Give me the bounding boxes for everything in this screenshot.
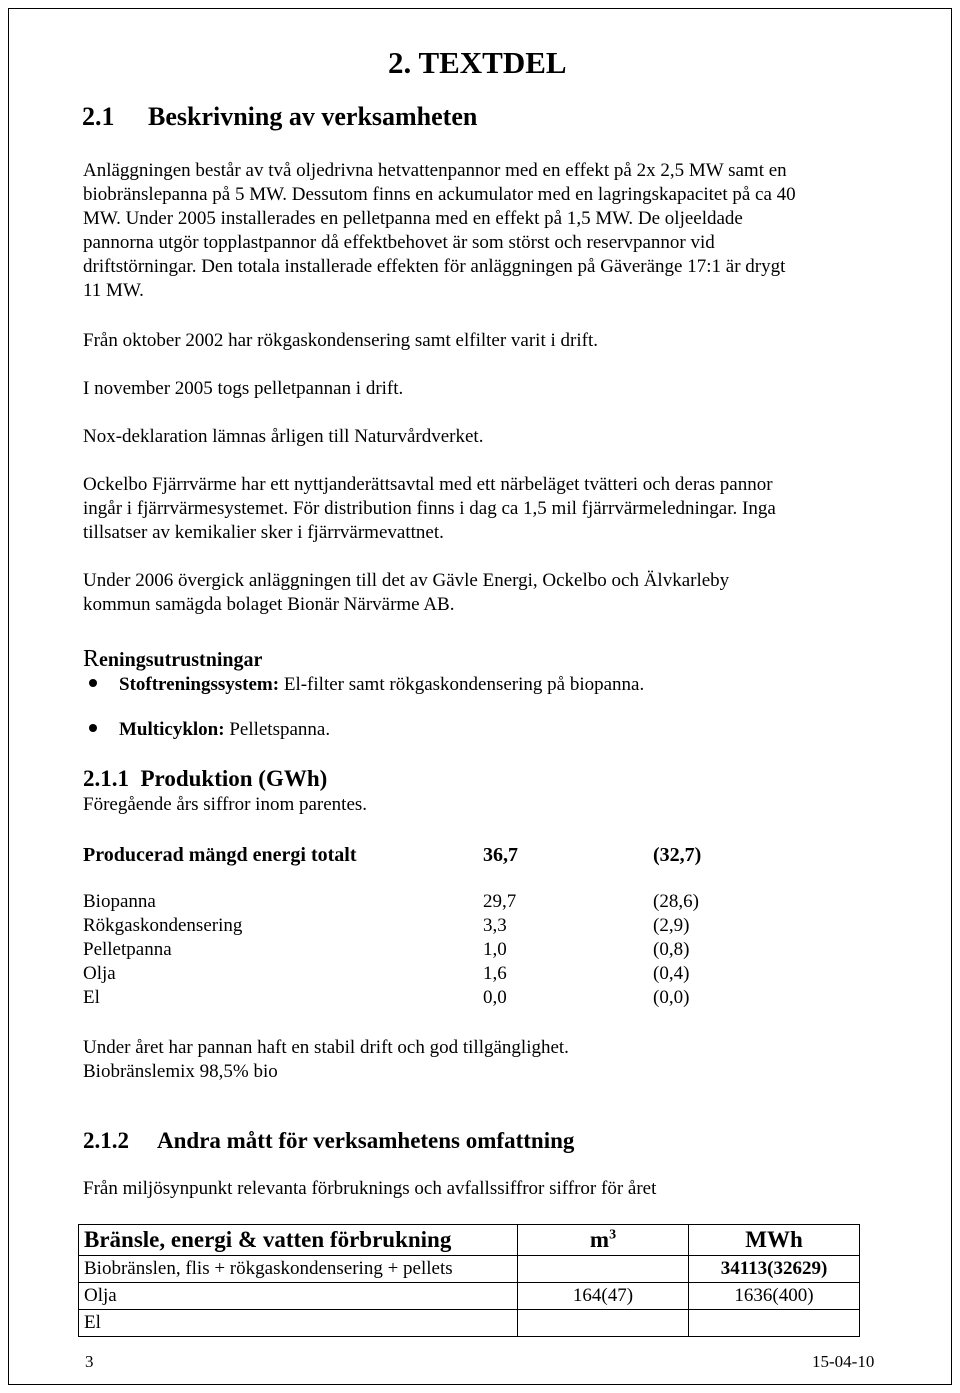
ockelbo-paragraph [83, 473, 776, 545]
header-cell: $m^3$ [518, 1225, 689, 1256]
production-summary [83, 1036, 569, 1084]
table-cell: 34113(32629) [689, 1256, 860, 1283]
footer-date: 15-04-10 [812, 1352, 875, 1371]
description-paragraph [83, 159, 796, 303]
subsection-title: Beskrivning av verksamheten [148, 102, 478, 131]
text-line: ingår i fjärrvärmesystemet. För distribution finns i dag ca 1,5 mil fjärrvärmeledningar. Inga [83, 498, 776, 519]
subsection-heading [82, 102, 477, 132]
table-cell [518, 1310, 689, 1337]
production-title: Produktion (GWh) [140, 766, 328, 791]
text-line: Under året har pannan haft en stabil drift och god tillgänglighet. [83, 1037, 569, 1058]
cleaning-item-label: Stoftreningssystem: [119, 674, 280, 695]
cleaning-heading: Reningsutrustningar [83, 646, 263, 672]
ownership-paragraph [83, 569, 729, 617]
cleaning-item-label: Multicyklon: [119, 719, 225, 740]
other-measures-heading [83, 1128, 574, 1154]
cleaning-item-text: Pelletspanna. [224, 719, 331, 740]
cleaning-item [89, 673, 644, 697]
cleaning-item [89, 718, 330, 742]
page-number: 3 [85, 1352, 94, 1371]
subsection-number: 2.1 [82, 102, 115, 131]
text-line: tillsatser av kemikalier sker i fjärrvärmevattnet. [83, 522, 444, 543]
text-line: Under 2006 övergick anläggningen till det av Gävle Energi, Ockelbo och Älvkarleby [83, 570, 730, 591]
table-cell [689, 1310, 860, 1337]
other-number: 2.1.2 [83, 1128, 129, 1153]
text-line: driftstörningar. Den totala installerade effekten för anläggningen på Gäveränge 17:1 är drygt [83, 256, 786, 277]
text-line: MW. Under 2005 installerades en pelletpanna med en effekt på 1,5 MW. De oljeeldade [83, 208, 743, 229]
total-value: 36,7 [483, 844, 518, 866]
text-line: biobränslepanna på 5 MW. Dessutom finns en ackumulator med en lagringskapacitet på ca 40 [83, 184, 796, 205]
other-title: Andra mått för verksamhetens omfattning [157, 1128, 575, 1153]
total-prev: (32,7) [653, 844, 702, 866]
production-number: 2.1.1 [83, 766, 129, 791]
note-nox: Nox-deklaration lämnas årligen till Naturvårdverket. [83, 426, 484, 447]
table-cell: El [79, 1310, 518, 1337]
table-header-row [79, 1225, 860, 1256]
text-line: Ockelbo Fjärrvärme har ett nyttjanderättsavtal med ett närbeläget tvätteri och deras pannor [83, 474, 773, 495]
table-cell: 164(47) [518, 1283, 689, 1310]
table-cell: 1636(400) [689, 1283, 860, 1310]
text-line: 11 MW. [83, 280, 144, 301]
text-line: Anläggningen består av två oljedrivna hetvattenpannor med en effekt på 2x 2,5 MW samt en [83, 160, 787, 181]
text-line: Biobränslemix 98,5% bio [83, 1061, 278, 1082]
other-intro: Från miljösynpunkt relevanta förbruknings och avfallssiffror siffror för året [83, 1178, 657, 1199]
bullet-icon [89, 679, 97, 687]
table-row [79, 1310, 860, 1337]
table-row [79, 1256, 860, 1283]
header-cell: Bränsle, energi & vatten förbrukning [79, 1225, 518, 1256]
table-cell [518, 1256, 689, 1283]
table-cell: Biobränslen, flis + rökgaskondensering + pellets [79, 1256, 518, 1283]
production-heading [83, 766, 327, 792]
consumption-table [78, 1224, 860, 1337]
table-row [79, 1283, 860, 1310]
production-note: Föregående års siffror inom parentes. [83, 794, 368, 815]
note-2005: I november 2005 togs pelletpannan i drift. [83, 378, 404, 399]
bullet-icon [89, 724, 97, 732]
table-cell: Olja [79, 1283, 518, 1310]
text-line: pannorna utgör topplastpannor då effektbehovet är som störst och reservpannor vid [83, 232, 715, 253]
header-cell: MWh [689, 1225, 860, 1256]
section-title: 2. TEXTDEL [388, 45, 567, 80]
note-2002: Från oktober 2002 har rökgaskondensering samt elfilter varit i drift. [83, 330, 598, 351]
text-line: kommun samägda bolaget Bionär Närvärme AB. [83, 594, 455, 615]
total-label: Producerad mängd energi totalt [83, 844, 357, 866]
cleaning-item-text: El-filter samt rökgaskondensering på biopanna. [279, 674, 645, 695]
